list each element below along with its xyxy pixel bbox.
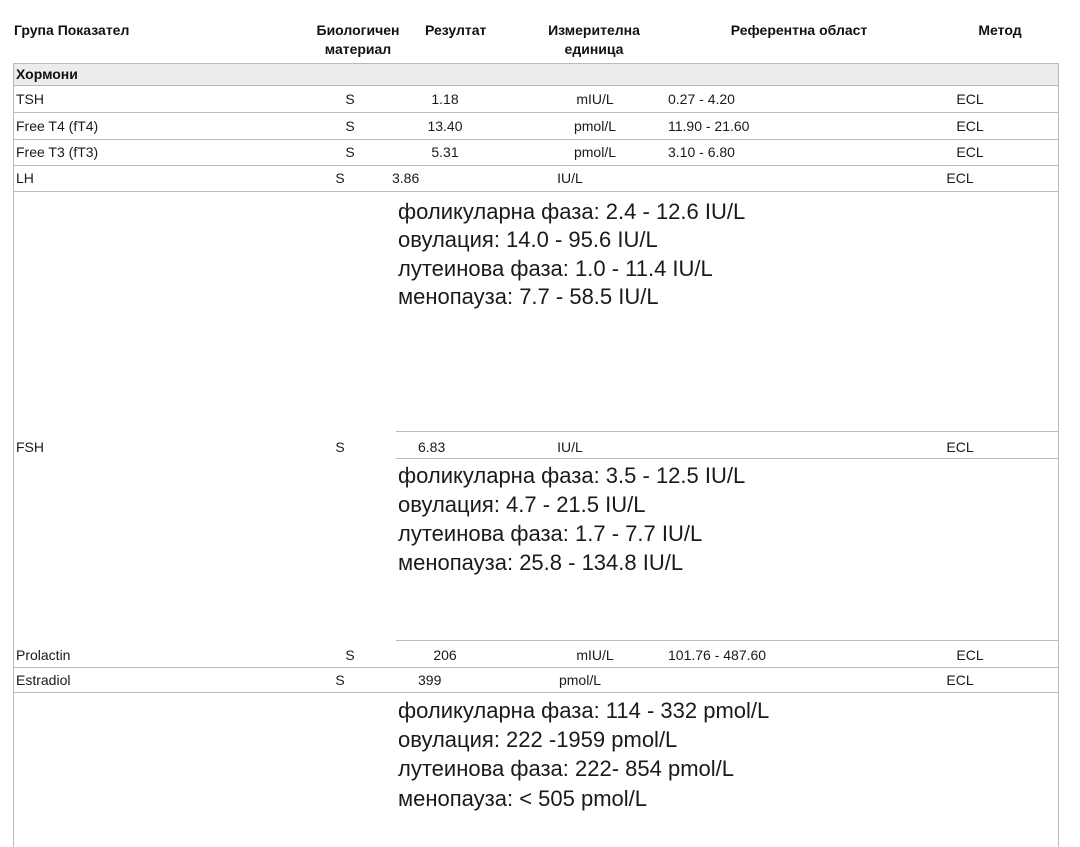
row-divider — [13, 139, 1059, 140]
header-material-line2: материал — [324, 41, 392, 57]
reference-note: овулация: 222 -1959 pmol/L — [398, 727, 678, 752]
reference-note: менопауза: 25.8 - 134.8 IU/L — [398, 550, 684, 575]
row-result: 13.40 — [427, 118, 463, 134]
row-material: S — [335, 439, 345, 455]
row-result: 399 — [418, 672, 442, 688]
reference-note: лутеинова фаза: 1.0 - 11.4 IU/L — [398, 256, 713, 281]
reference-note: менопауза: 7.7 - 58.5 IU/L — [398, 284, 659, 309]
row-reference: 0.27 - 4.20 — [668, 91, 735, 107]
row-material: S — [345, 144, 355, 160]
row-divider — [13, 191, 1059, 192]
row-material: S — [335, 170, 345, 186]
row-unit: mIU/L — [576, 647, 614, 663]
group-name: Хормони — [16, 66, 78, 82]
header-reference-range: Референтна област — [730, 22, 868, 38]
group-header-row — [13, 63, 1059, 86]
row-unit: IU/L — [557, 170, 583, 186]
row-result: 6.83 — [418, 439, 446, 455]
row-unit: pmol/L — [558, 672, 602, 688]
row-divider — [13, 692, 1059, 693]
row-name: TSH — [16, 91, 44, 107]
header-result: Резултат — [425, 22, 487, 38]
row-name: LH — [16, 170, 34, 186]
row-material: S — [335, 672, 345, 688]
reference-note: овулация: 4.7 - 21.5 IU/L — [398, 492, 646, 517]
row-divider — [13, 667, 1059, 668]
reference-note: менопауза: < 505 pmol/L — [398, 786, 648, 811]
row-material: S — [345, 647, 355, 663]
row-name: FSH — [16, 439, 44, 455]
row-name: Estradiol — [16, 672, 71, 688]
reference-note: фоликуларна фаза: 114 - 332 pmol/L — [398, 698, 770, 723]
table-left-border — [13, 63, 14, 847]
row-method: ECL — [956, 91, 984, 107]
row-reference: 3.10 - 6.80 — [668, 144, 735, 160]
row-name: Free T3 (fT3) — [16, 144, 99, 160]
row-divider — [396, 640, 1059, 641]
row-unit: pmol/L — [573, 118, 617, 134]
row-divider — [13, 112, 1059, 113]
header-unit-line2: единица — [564, 41, 624, 57]
row-unit: pmol/L — [573, 144, 617, 160]
row-divider — [396, 431, 1059, 432]
row-method: ECL — [946, 672, 974, 688]
row-divider — [396, 458, 1059, 459]
row-method: ECL — [956, 144, 984, 160]
header-group-indicator: Група Показател — [14, 22, 130, 38]
row-unit: mIU/L — [576, 91, 614, 107]
row-name: Prolactin — [16, 647, 71, 663]
header-material-line1: Биологичен — [316, 22, 400, 38]
header-unit-line1: Измерителна — [548, 22, 640, 38]
row-reference: 101.76 - 487.60 — [668, 647, 767, 663]
header-method: Метод — [978, 22, 1022, 38]
table-right-border — [1058, 63, 1059, 847]
row-method: ECL — [956, 118, 984, 134]
reference-note: овулация: 14.0 - 95.6 IU/L — [398, 227, 658, 252]
row-result: 3.86 — [392, 170, 420, 186]
row-result: 206 — [433, 647, 457, 663]
row-method: ECL — [956, 647, 984, 663]
reference-note: лутеинова фаза: 1.7 - 7.7 IU/L — [398, 521, 703, 546]
reference-note: фоликуларна фаза: 3.5 - 12.5 IU/L — [398, 463, 746, 488]
row-method: ECL — [946, 170, 974, 186]
row-divider — [13, 165, 1059, 166]
reference-note: фоликуларна фаза: 2.4 - 12.6 IU/L — [398, 199, 746, 224]
row-unit: IU/L — [557, 439, 583, 455]
row-method: ECL — [946, 439, 974, 455]
row-material: S — [345, 118, 355, 134]
reference-note: лутеинова фаза: 222- 854 pmol/L — [398, 756, 734, 781]
row-result: 5.31 — [431, 144, 459, 160]
row-reference: 11.90 - 21.60 — [668, 118, 750, 134]
row-result: 1.18 — [431, 91, 459, 107]
row-name: Free T4 (fT4) — [16, 118, 99, 134]
row-material: S — [345, 91, 355, 107]
